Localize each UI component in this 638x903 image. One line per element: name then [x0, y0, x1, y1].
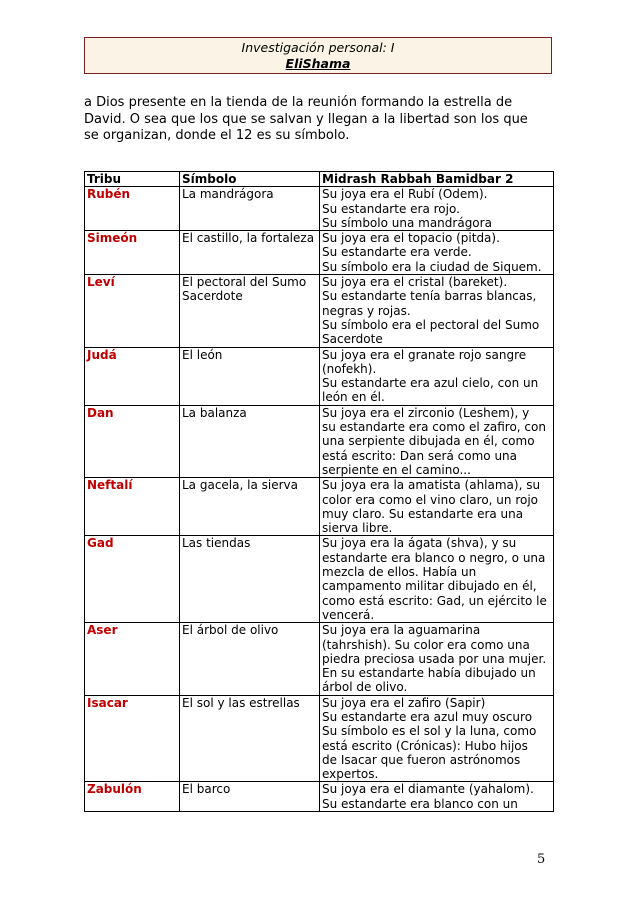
tribe-name: Aser — [85, 623, 180, 695]
column-header-symbol: Símbolo — [180, 172, 320, 187]
document-title: Investigación personal: I — [241, 40, 395, 55]
symbol-line: La gacela, la sierva — [182, 478, 298, 493]
intro-line: David. O sea que los que se salvan y llegan a la libertad son los que — [84, 111, 528, 127]
midrash-line: Su estandarte era azul cielo, con un — [322, 376, 539, 391]
tribe-midrash — [320, 347, 554, 405]
midrash-line: vencerá. — [322, 607, 375, 622]
tribe-symbol — [180, 275, 320, 347]
midrash-line: Su símbolo una mandrágora — [322, 215, 492, 230]
midrash-line: Su estandarte era blanco con un — [322, 796, 518, 811]
table-row — [85, 405, 554, 477]
symbol-line: El pectoral del Sumo — [182, 275, 307, 290]
midrash-line: Su joya era el diamante (yahalom). — [322, 782, 534, 797]
midrash-line: piedra preciosa usada por una mujer. — [322, 651, 547, 666]
table-row — [85, 347, 554, 405]
tribe-symbol — [180, 347, 320, 405]
table-body — [85, 187, 554, 812]
tribe-midrash — [320, 536, 554, 623]
symbol-line: Las tiendas — [182, 536, 251, 551]
midrash-line: expertos. — [322, 767, 379, 782]
tribe-name: Gad — [85, 536, 180, 623]
intro-line: a Dios presente en la tienda de la reunión formando la estrella de — [84, 95, 513, 110]
midrash-line: color era como el vino claro, un rojo — [322, 492, 538, 507]
midrash-line: como está escrito: Gad, un ejército le — [322, 593, 547, 608]
tribe-symbol — [180, 695, 320, 782]
symbol-line: El león — [182, 347, 223, 362]
tribe-name: Neftalí — [85, 478, 180, 536]
midrash-line: Sacerdote — [322, 332, 383, 347]
page-number: 5 — [537, 852, 546, 867]
midrash-line: Su joya era el cristal (bareket). — [322, 275, 508, 290]
tribe-name: Simeón — [85, 231, 180, 275]
tribe-symbol — [180, 623, 320, 695]
midrash-line: (nofekh). — [322, 361, 377, 376]
tribe-symbol — [180, 231, 320, 275]
tribe-midrash — [320, 275, 554, 347]
table-row — [85, 187, 554, 231]
table-row — [85, 695, 554, 782]
midrash-line: una serpiente dibujada en él, como — [322, 434, 535, 449]
table-row — [85, 275, 554, 347]
midrash-line: Su joya era el Rubí (Odem). — [322, 187, 488, 202]
midrash-line: muy claro. Su estandarte era una — [322, 506, 524, 521]
midrash-line: negras y rojas. — [322, 303, 411, 318]
tribe-name: Isacar — [85, 695, 180, 782]
tribe-midrash — [320, 187, 554, 231]
tribe-symbol — [180, 782, 320, 812]
midrash-line: león en él. — [322, 390, 385, 405]
document-header — [84, 37, 552, 74]
midrash-line: En su estandarte había dibujado un — [322, 666, 536, 681]
midrash-line: Su símbolo era la ciudad de Siquem. — [322, 259, 542, 274]
tribe-symbol — [180, 187, 320, 231]
symbol-line: El castillo, la fortaleza — [182, 231, 315, 246]
midrash-line: árbol de olivo. — [322, 680, 408, 695]
table-row — [85, 623, 554, 695]
midrash-line: (tahrshish). Su color era como una — [322, 637, 530, 652]
table-row — [85, 478, 554, 536]
tribe-midrash — [320, 782, 554, 812]
symbol-line: El sol y las estrellas — [182, 695, 300, 710]
tribe-name: Rubén — [85, 187, 180, 231]
midrash-line: Su joya era la aguamarina — [322, 623, 481, 638]
tribe-symbol — [180, 405, 320, 477]
midrash-line: Su joya era el zirconio (Leshem), y — [322, 405, 530, 420]
midrash-line: Su joya era el granate rojo sangre — [322, 347, 527, 362]
column-header-tribe: Tribu — [85, 172, 180, 187]
midrash-line: Su estandarte tenía barras blancas, — [322, 289, 537, 304]
tribe-name: Judá — [85, 347, 180, 405]
symbol-line: El barco — [182, 782, 231, 797]
tribe-name: Zabulón — [85, 782, 180, 812]
symbol-line: Sacerdote — [182, 289, 243, 304]
symbol-line: El árbol de olivo — [182, 623, 279, 638]
intro-line: se organizan, donde el 12 es su símbolo. — [84, 128, 350, 143]
midrash-line: de Isacar que fueron astrónomos — [322, 752, 521, 767]
midrash-line: Su estandarte era verde. — [322, 245, 472, 260]
table-row — [85, 536, 554, 623]
tribe-midrash — [320, 478, 554, 536]
midrash-line: estandarte era blanco o negro, o una — [322, 550, 546, 565]
midrash-line: está escrito: Dan será como una — [322, 448, 518, 463]
midrash-line: Su joya era la amatista (ahlama), su — [322, 478, 541, 493]
symbol-line: La mandrágora — [182, 187, 274, 202]
midrash-line: Su estandarte era azul muy oscuro — [322, 709, 533, 724]
midrash-line: campamento militar dibujado en él, — [322, 579, 537, 594]
midrash-line: Su estandarte era rojo. — [322, 201, 460, 216]
midrash-line: Su joya era el topacio (pitda). — [322, 231, 500, 246]
intro-paragraph — [84, 95, 554, 145]
midrash-line: Su símbolo era el pectoral del Sumo — [322, 317, 540, 332]
midrash-line: está escrito (Crónicas): Hubo hijos — [322, 738, 528, 753]
tribe-midrash — [320, 405, 554, 477]
midrash-line: Su joya era el zafiro (Sapir) — [322, 695, 486, 710]
tribe-symbol — [180, 536, 320, 623]
document-author: EliShama — [285, 56, 351, 71]
tribe-midrash — [320, 695, 554, 782]
midrash-line: su estandarte era como el zafiro, con — [322, 420, 546, 435]
tribe-name: Dan — [85, 405, 180, 477]
midrash-line: mezcla de ellos. Había un — [322, 565, 477, 580]
midrash-line: serpiente en el camino... — [322, 462, 471, 477]
midrash-line: Su símbolo es el sol y la luna, como — [322, 724, 537, 739]
table-header-row — [85, 172, 554, 187]
table-row — [85, 231, 554, 275]
column-header-midrash: Midrash Rabbah Bamidbar 2 — [320, 172, 554, 187]
midrash-line: sierva libre. — [322, 521, 393, 536]
midrash-line: Su joya era la ágata (shva), y su — [322, 536, 517, 551]
tribes-table — [84, 171, 554, 812]
table-row — [85, 782, 554, 812]
tribe-midrash — [320, 231, 554, 275]
tribe-name: Leví — [85, 275, 180, 347]
symbol-line: La balanza — [182, 405, 247, 420]
tribe-midrash — [320, 623, 554, 695]
tribe-symbol — [180, 478, 320, 536]
